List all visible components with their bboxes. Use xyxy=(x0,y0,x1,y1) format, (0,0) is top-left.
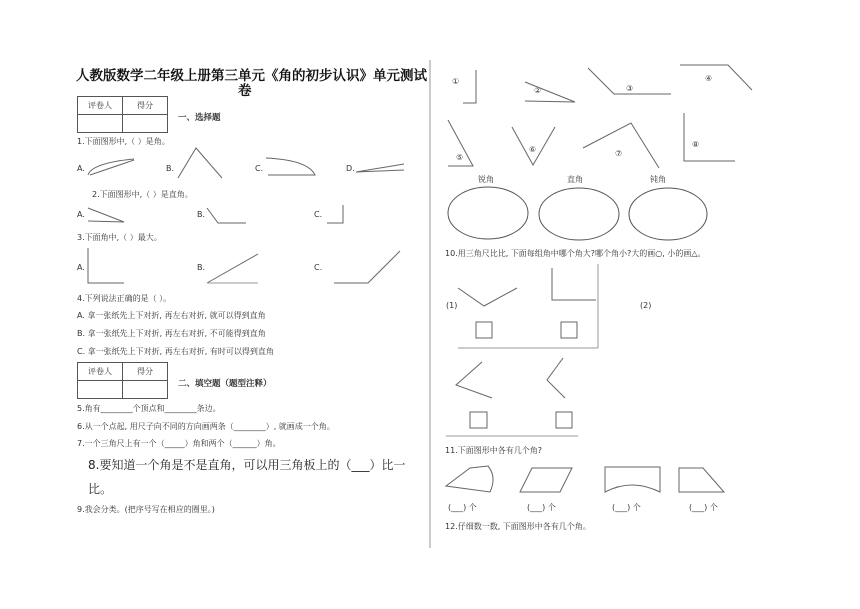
q10-answer-box-1b xyxy=(561,322,577,338)
q4-option-a[interactable]: A. 拿一张纸先上下对折, 再左右对折, 就可以得到直角 xyxy=(77,311,266,320)
question-10-stem: 10.用三角尺比比, 下面每组角中哪个角大?哪个角小?大的画○, 小的画△。 xyxy=(445,249,706,258)
question-8-line2: 比。 xyxy=(88,482,113,496)
angle-figure-4 xyxy=(680,65,752,90)
q11-blank-1[interactable]: (___) 个 xyxy=(448,503,477,512)
q10-angle-1a xyxy=(458,288,517,306)
shape-number-3: ③ xyxy=(626,84,634,93)
question-7: 7.一个三角尺上有一个（_____）角和两个（______）角。 xyxy=(77,439,281,448)
obtuse-angle-circle xyxy=(629,188,707,240)
q11-shape-arch xyxy=(605,467,660,492)
q4-option-c[interactable]: C. 拿一张纸先上下对折, 再左右对折, 有时可以得到直角 xyxy=(77,347,274,356)
q1-option-a[interactable]: A. xyxy=(77,164,85,173)
question-8-line1: 8.要知道一个角是不是直角，可以用三角板上的（___）比一 xyxy=(88,458,406,472)
q3-figure-b xyxy=(207,254,258,283)
question-1-stem: 1.下面图形中,（ ）是角。 xyxy=(77,137,170,146)
q1-figure-a xyxy=(88,159,134,175)
q11-shape-trapezoid xyxy=(679,468,724,492)
q1-figure-c xyxy=(266,158,315,175)
category-acute-label: 锐角 xyxy=(478,175,494,184)
angle-figure-5 xyxy=(448,120,473,166)
right-angle-circle xyxy=(539,188,619,240)
q10-angle-2a xyxy=(456,362,492,398)
q3-option-a[interactable]: A. xyxy=(77,263,85,272)
q1-figure-b xyxy=(178,148,222,178)
q10-answer-box-2b xyxy=(556,412,572,428)
shape-number-2: ② xyxy=(534,86,542,95)
q2-figure-a xyxy=(88,208,124,222)
q10-answer-box-1a xyxy=(476,322,492,338)
question-4-stem: 4.下列说法正确的是（ ）。 xyxy=(77,294,172,303)
question-11-stem: 11.下面图形中各有几个角? xyxy=(445,446,542,455)
q2-option-c[interactable]: C. xyxy=(314,210,323,219)
question-5: 5.角有________个顶点和________条边。 xyxy=(77,404,221,413)
acute-angle-circle xyxy=(448,187,528,239)
angle-figure-7 xyxy=(583,123,659,168)
q1-figure-d xyxy=(356,164,404,172)
page-title-cont: 卷 xyxy=(238,83,252,99)
section-title-choice: 一、选择题 xyxy=(178,113,221,123)
q3-option-b[interactable]: B. xyxy=(197,263,206,272)
question-2-stem: 2.下面图形中,（ ）是直角。 xyxy=(92,190,193,199)
question-12-stem: 12.仔细数一数, 下面图形中各有几个角。 xyxy=(445,522,591,531)
question-9: 9.我会分类。(把序号写在相应的圈里。) xyxy=(77,505,215,514)
category-obtuse-label: 钝角 xyxy=(650,175,666,184)
question-6: 6.从一个点起, 用尺子向不同的方向画两条（________）, 就画成一个角。 xyxy=(77,422,335,431)
q11-blank-2[interactable]: (___) 个 xyxy=(527,503,556,512)
shape-number-5: ⑤ xyxy=(456,153,464,162)
q1-option-b[interactable]: B. xyxy=(166,164,175,173)
q1-option-c[interactable]: C. xyxy=(255,164,264,173)
q2-figure-c xyxy=(327,205,343,223)
question-3-stem: 3.下面角中,（ ）最大。 xyxy=(77,233,162,242)
q10-angle-1b xyxy=(552,268,596,300)
q3-figure-a xyxy=(88,248,124,283)
page-title: 人教版数学二年级上册第三单元《角的初步认识》单元测试 xyxy=(76,68,427,84)
angle-figure-1 xyxy=(463,70,476,103)
shape-number-8: ⑧ xyxy=(692,140,700,149)
reviewer-label: 评卷人 xyxy=(78,363,123,381)
angle-figure-8 xyxy=(684,113,735,161)
angle-figure-3 xyxy=(588,68,671,94)
q11-blank-3[interactable]: (___) 个 xyxy=(612,503,641,512)
shape-number-4: ④ xyxy=(705,74,713,83)
q2-option-a[interactable]: A. xyxy=(77,210,85,219)
q11-shape-parallelogram xyxy=(520,468,572,492)
q2-figure-b xyxy=(207,208,246,223)
angle-figure-2 xyxy=(525,82,575,102)
q10-answer-box-2a xyxy=(470,412,487,428)
q10-part-1: (1) xyxy=(446,301,458,310)
category-right-label: 直角 xyxy=(567,175,583,184)
q1-option-d[interactable]: D. xyxy=(346,164,355,173)
shape-number-6: ⑥ xyxy=(529,145,537,154)
angle-figure-6 xyxy=(512,127,555,165)
section-title-fill: 二、填空题（题型注释） xyxy=(178,379,272,389)
reviewer-label: 评卷人 xyxy=(78,97,123,115)
q11-blank-4[interactable]: (___) 个 xyxy=(689,503,718,512)
shape-number-1: ① xyxy=(452,77,460,86)
q2-option-b[interactable]: B. xyxy=(197,210,206,219)
q11-shape-sector xyxy=(446,466,493,492)
shape-number-7: ⑦ xyxy=(615,149,623,158)
q4-option-b[interactable]: B. 拿一张纸先上下对折, 再左右对折, 不可能得到直角 xyxy=(77,329,266,338)
score-label: 得分 xyxy=(123,363,168,381)
q10-angle-2b xyxy=(547,358,565,398)
score-label: 得分 xyxy=(123,97,168,115)
q3-figure-c xyxy=(334,251,400,283)
q3-option-c[interactable]: C. xyxy=(314,263,323,272)
q10-part-2: (2) xyxy=(640,301,652,310)
